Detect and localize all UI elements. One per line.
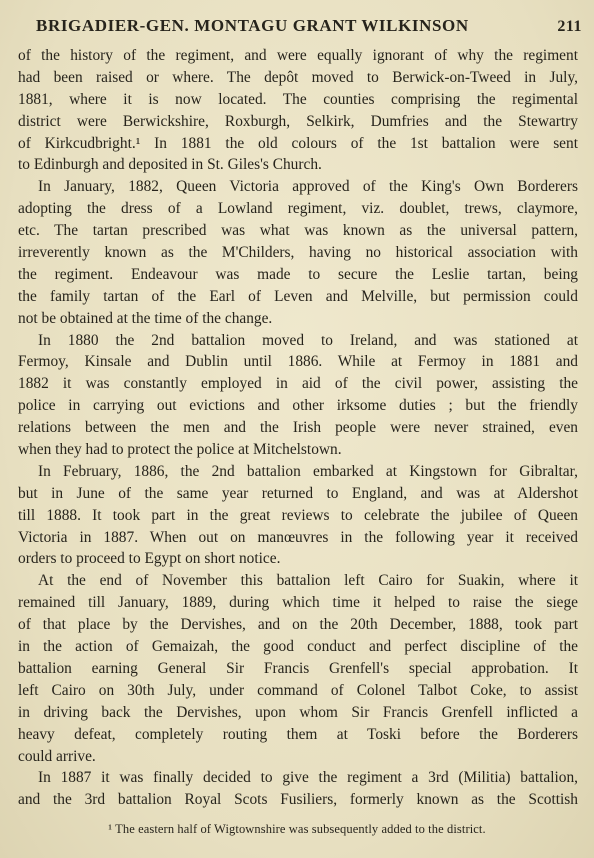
text-line: At the end of November this battalion left Cairo for Suakin, where it — [38, 572, 578, 590]
text-line: 1881, where it is now located. The counties comprising the regimental — [18, 90, 578, 108]
text-line: when they had to protect the police at Mitchelstown. — [18, 441, 342, 459]
text-line: but in June of the same year returned to England, and was at Aldershot — [18, 484, 578, 502]
page-header — [14, 8, 582, 36]
text-line: in the action of Gemaizah, the good conduct and perfect discipline of the — [18, 638, 578, 656]
text-line: the family tartan of the Earl of Leven and Melville, but permission could — [18, 287, 578, 305]
text-line: heavy defeat, completely routing them at Toski before the Borderers — [18, 725, 578, 743]
text-line: the regiment. Endeavour was made to secure the Leslie tartan, being — [18, 265, 578, 283]
body-text — [18, 45, 578, 811]
text-line: had been raised or where. The depôt moved to Berwick-on-Tweed in July, — [18, 68, 578, 86]
text-line: 1882 it was constantly employed in aid of the civil power, assisting the — [18, 375, 578, 393]
text-line: not be obtained at the time of the change. — [18, 309, 273, 327]
text-line: etc. The tartan prescribed was what was known as the universal pattern, — [18, 222, 578, 240]
text-line: to Edinburgh and deposited in St. Giles's Church. — [18, 156, 322, 174]
page-number: 211 — [557, 18, 582, 35]
text-line: battalion earning General Sir Francis Grenfell's special approbation. It — [18, 659, 578, 677]
text-line: In January, 1882, Queen Victoria approved of the King's Own Borderers — [38, 178, 578, 196]
text-line: In 1880 the 2nd battalion moved to Ireland, and was stationed at — [38, 331, 578, 349]
text-line: of that place by the Dervishes, and on the 20th December, 1888, took part — [18, 616, 578, 634]
text-line: till 1888. It took part in the great reviews to celebrate the jubilee of Queen — [18, 506, 578, 524]
text-line: Fermoy, Kinsale and Dublin until 1886. While at Fermoy in 1881 and — [18, 353, 578, 371]
text-line: remained till January, 1889, during which time it helped to raise the siege — [18, 594, 578, 612]
text-line: Victoria in 1887. When out on manœuvres in the following year it received — [18, 528, 578, 546]
text-line: in driving back the Dervishes, upon whom Sir Francis Grenfell inflicted a — [18, 703, 578, 721]
text-line: of the history of the regiment, and were equally ignorant of why the regiment — [18, 47, 578, 64]
text-line: and the 3rd battalion Royal Scots Fusiliers, formerly known as the Scottish — [18, 791, 578, 809]
text-line: left Cairo on 30th July, under command of Colonel Talbot Coke, to assist — [18, 681, 578, 699]
text-line: could arrive. — [18, 747, 96, 765]
text-line: adopting the dress of a Lowland regiment, viz. doublet, trews, claymore, — [18, 200, 578, 218]
text-line: In February, 1886, the 2nd battalion embarked at Kingstown for Gibraltar, — [38, 462, 578, 480]
footnote: ¹ The eastern half of Wigtownshire was subsequently added to the district. — [108, 822, 486, 836]
running-title: BRIGADIER-GEN. MONTAGU GRANT WILKINSON — [36, 16, 469, 35]
text-line: In 1887 it was finally decided to give the regiment a 3rd (Militia) battalion, — [38, 769, 578, 787]
text-line: district were Berwickshire, Roxburgh, Selkirk, Dumfries and the Stewartry — [18, 112, 578, 130]
text-line: irreverently known as the M'Childers, having no historical association with — [18, 244, 578, 262]
text-line: police in carrying out evictions and other irksome duties ; but the friendly — [18, 397, 578, 415]
text-line: of Kirkcudbright.¹ In 1881 the old colours of the 1st battalion were sent — [18, 134, 578, 152]
text-line: orders to proceed to Egypt on short notice. — [18, 550, 281, 568]
text-line: relations between the men and the Irish people were never strained, even — [18, 419, 578, 437]
